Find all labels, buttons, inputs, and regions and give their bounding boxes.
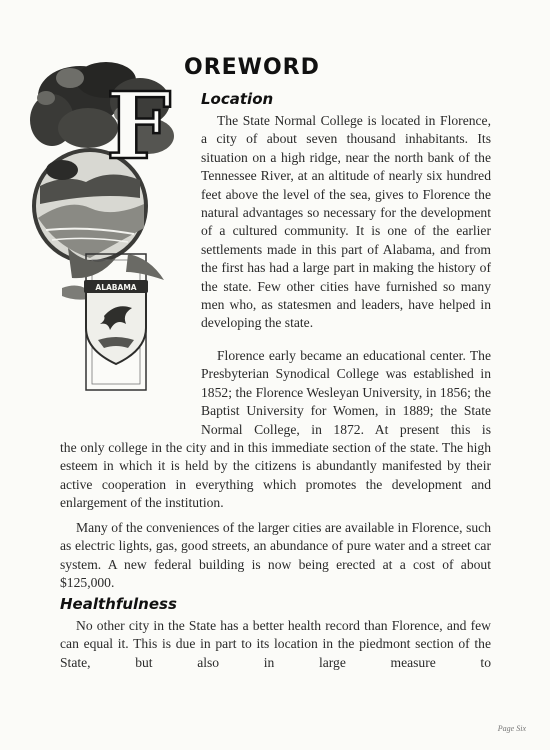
page-number: Page Six xyxy=(497,724,526,733)
drop-cap-letter: F xyxy=(106,72,172,180)
healthfulness-paragraph-1: No other city in the State has a better health record than Florence, and few can equal it. This is due in part to its location in the piedmont section of the State, but also in large measure to xyxy=(60,618,491,670)
section-title-healthfulness: Healthfulness xyxy=(60,595,177,613)
page-heading: OREWORD xyxy=(184,55,320,80)
section-title-location: Location xyxy=(201,90,274,108)
decorative-illustration xyxy=(28,58,178,393)
illustrated-initial xyxy=(28,58,178,393)
emblem-label: ALABAMA xyxy=(95,283,137,292)
alabama-emblem xyxy=(84,280,148,364)
location-paragraph-3: Many of the conveniences of the larger cities are available in Florence, such as electric lights, gas, good streets, an abundance of pure water and a street car system. A new federal building is now being erected at a cost of about $125,000. xyxy=(60,520,491,591)
location-paragraph-2-start: Florence early became an educational center. The Presbyterian Synodical College was established in 1852; the Florence Wesleyan University, in 1856; the Baptist University for Women, in 1889; the State Normal College, in 1872. At present this is xyxy=(201,348,491,437)
location-paragraph-2-end: the only college in the city and in this immediate section of the state. The high esteem in which it is held by the citizens is abundantly manifested by their active cooperation in everything which promotes the development and enlargement of the institution. xyxy=(60,440,491,511)
location-paragraph-1: The State Normal College is located in Florence, a city of about seven thousand inhabitants. Its situation on a high ridge, near the north bank of the Tennessee River, at an altitude of nearly six hundred feet above the level of the sea, gives to Florence the natural advantages so necessary for the development of a cultured community. It is one of the earlier settlements made in this part of Alabama, and from the first has had a large part in making the history of the state. Few other cities have furnished so many men who, as statesmen and leaders, have helped in developing the state. xyxy=(201,113,491,331)
